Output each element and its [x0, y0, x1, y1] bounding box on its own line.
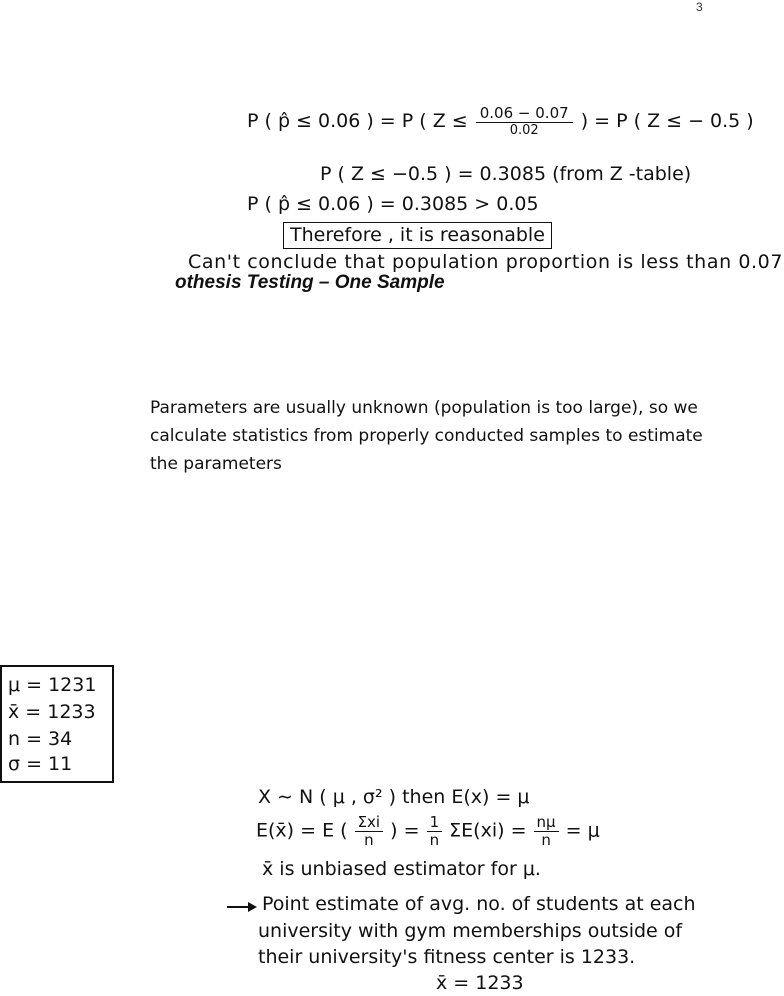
parameters-note-line-3: the parameters — [150, 454, 282, 474]
sigma-value: σ = 11 — [8, 753, 73, 775]
probability-line-1-left: P ( p̂ ≤ 0.06 ) = P ( Z ≤ — [247, 109, 468, 132]
arrow-right-icon — [226, 899, 258, 915]
expectation-right: = μ — [565, 819, 600, 842]
n-mu-fraction — [534, 814, 559, 848]
sum-fraction — [355, 814, 384, 848]
one-numerator: 1 — [427, 814, 443, 832]
probability-line-1 — [247, 104, 754, 139]
n-mu-denominator: n — [541, 830, 551, 849]
xbar-value: x̄ = 1233 — [8, 701, 96, 723]
parameters-note-line-1: Parameters are usually unknown (population is too large), so we — [150, 398, 698, 418]
probability-line-1-right: ) = P ( Z ≤ − 0.5 ) — [580, 109, 754, 132]
expectation-left: E(x̄) = E ( — [256, 819, 348, 842]
probability-line-3: P ( p̂ ≤ 0.06 ) = 0.3085 > 0.05 — [247, 193, 539, 215]
parameters-note-line-2: calculate statistics from properly conducted samples to estimate — [150, 426, 703, 446]
given-values-box — [0, 665, 114, 783]
sum-denominator: n — [364, 830, 374, 849]
expectation-line — [256, 814, 600, 848]
sum-numerator: Σxi — [355, 814, 384, 832]
z-score-denominator: 0.02 — [509, 123, 539, 138]
z-score-fraction — [476, 104, 573, 139]
n-mu-numerator: nμ — [534, 814, 559, 832]
one-over-n-fraction — [427, 814, 443, 848]
unbiased-line: x̄ is unbiased estimator for μ. — [262, 858, 541, 880]
conclusion-line: Can't conclude that population proportion is less than 0.07 — [188, 251, 784, 273]
expectation-mid-1: ) = — [390, 819, 420, 842]
probability-line-2: P ( Z ≤ −0.5 ) = 0.3085 (from Z -table) — [320, 163, 692, 185]
final-estimate: x̄ = 1233 — [436, 972, 524, 994]
mu-value: μ = 1231 — [8, 674, 97, 696]
point-estimate-line-3: their university's fitness center is 1233. — [258, 946, 636, 968]
n-denominator: n — [429, 830, 440, 849]
distribution-line: X ∼ N ( μ , σ² ) then E(x) = μ — [258, 786, 530, 808]
boxed-conclusion: Therefore , it is reasonable — [283, 222, 552, 249]
point-estimate-line-1: Point estimate of avg. no. of students at each — [262, 893, 696, 915]
n-value: n = 34 — [8, 728, 73, 750]
section-heading: othesis Testing – One Sample — [175, 272, 445, 293]
expectation-mid-2: ΣE(xi) = — [449, 819, 527, 842]
z-score-numerator: 0.06 − 0.07 — [476, 104, 573, 123]
page-number: 3 — [696, 0, 703, 14]
point-estimate-line-2: university with gym memberships outside of — [258, 920, 683, 942]
